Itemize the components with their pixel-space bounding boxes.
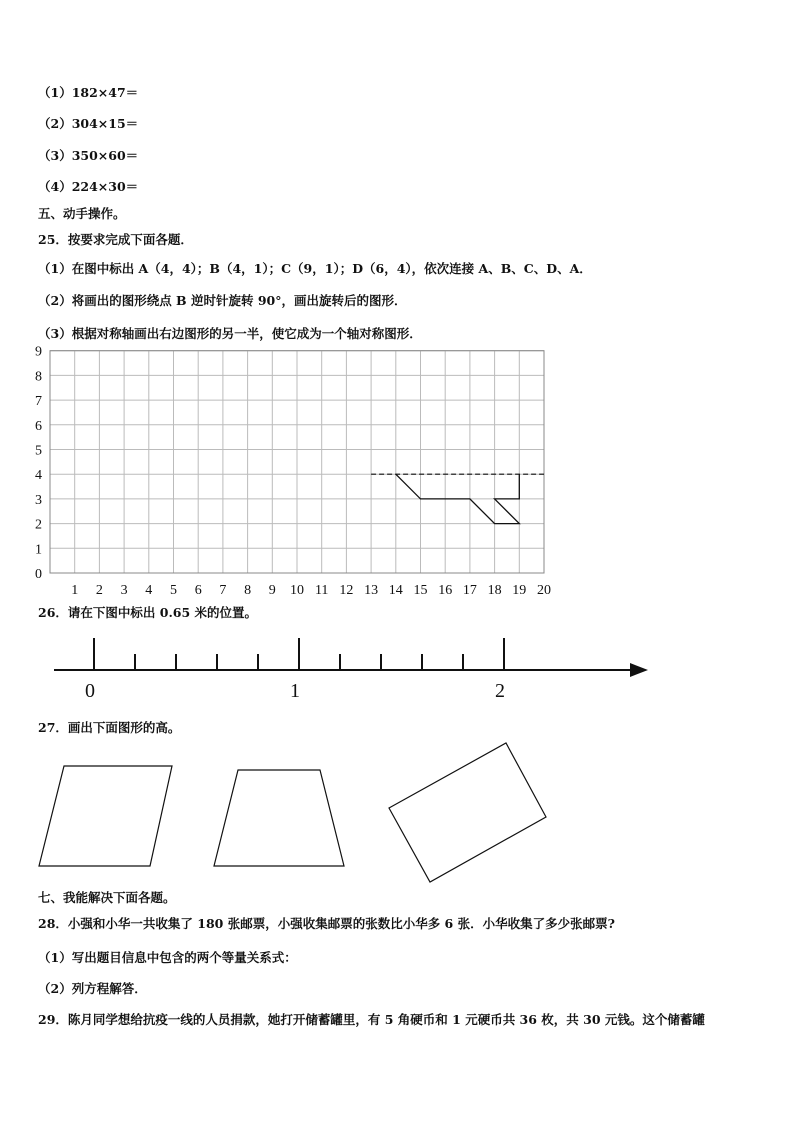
- x-tick-label: 5: [170, 583, 177, 598]
- x-tick-label: 19: [512, 583, 527, 598]
- q25-title: 25．按要求完成下面各题．: [38, 232, 193, 247]
- x-tick-label: 7: [219, 583, 227, 598]
- y-tick-label: 2: [35, 517, 42, 533]
- q28-part1: （1）写出题目信息中包含的两个等量关系式：: [38, 950, 297, 965]
- y-tick-label: 6: [35, 418, 42, 434]
- x-tick-label: 9: [268, 583, 276, 598]
- trapezoid-shape: [214, 770, 344, 866]
- x-tick-label: 17: [462, 583, 477, 598]
- arrow-head: [630, 663, 648, 677]
- x-tick-label: 10: [290, 583, 304, 598]
- y-tick-label: 3: [35, 492, 42, 508]
- shapes-figure: [0, 735, 794, 895]
- x-tick-label: 20: [537, 583, 551, 598]
- y-tick-label: 1: [35, 542, 42, 558]
- q27-title: 27．画出下面图形的高。: [38, 720, 181, 735]
- q29-title: 29．陈月同学想给抗疫一线的人员捐款，她打开储蓄罐里，有 5 角硬币和 1 元硬币共 36 枚，共 30 元钱。这个储蓄罐: [38, 1012, 705, 1027]
- x-tick-label: 8: [244, 583, 252, 598]
- x-tick-label: 14: [388, 583, 403, 598]
- x-tick-label: 1: [71, 583, 79, 598]
- y-tick-label: 7: [35, 394, 42, 410]
- number-line-label: 1: [290, 680, 300, 702]
- calc-item-3: （3）350×60＝: [38, 148, 139, 163]
- y-tick-label: 8: [35, 369, 42, 385]
- q28-part2: （2）列方程解答．: [38, 981, 147, 996]
- number-line-label: 2: [495, 680, 505, 702]
- x-tick-label: 11: [314, 583, 329, 598]
- q26-title: 26．请在下图中标出 0.65 米的位置。: [38, 605, 258, 620]
- q25-part1: （1）在图中标出 A（4，4）；B（4，1）；C（9，1）；D（6，4），依次连接 A、B、C、D、A．: [38, 261, 592, 276]
- coordinate-grid: [0, 340, 794, 602]
- section7-title: 七、我能解决下面各题。: [38, 890, 176, 905]
- parallelogram-shape: [39, 766, 172, 866]
- number-line-label: 0: [85, 680, 95, 702]
- y-tick-label: 5: [35, 443, 42, 459]
- calc-item-4: （4）224×30＝: [38, 179, 139, 194]
- x-tick-label: 18: [487, 583, 502, 598]
- x-tick-label: 4: [145, 583, 153, 598]
- q25-part3: （3）根据对称轴画出右边图形的另一半，使它成为一个轴对称图形．: [38, 326, 422, 341]
- calc-item-2: （2）304×15＝: [38, 116, 139, 131]
- y-tick-label: 9: [35, 344, 42, 360]
- x-tick-label: 2: [95, 583, 103, 598]
- y-tick-label: 0: [35, 567, 42, 582]
- calc-item-1: （1）182×47＝: [38, 85, 139, 100]
- q25-part2: （2）将画出的图形绕点 B 逆时针旋转 90°，画出旋转后的图形．: [38, 293, 407, 308]
- x-tick-label: 13: [364, 583, 379, 598]
- rectangle-shape: [389, 743, 546, 882]
- x-tick-label: 16: [438, 583, 453, 598]
- q28-title: 28．小强和小华一共收集了 180 张邮票，小强收集邮票的张数比小华多 6 张．小华收集了多少张邮票?: [38, 916, 615, 931]
- number-line: [0, 625, 794, 705]
- x-tick-label: 6: [194, 583, 202, 598]
- x-tick-label: 15: [413, 583, 428, 598]
- x-tick-label: 12: [339, 583, 354, 598]
- y-tick-label: 4: [35, 468, 42, 484]
- section5-title: 五、动手操作。: [38, 206, 126, 221]
- x-tick-label: 3: [120, 583, 128, 598]
